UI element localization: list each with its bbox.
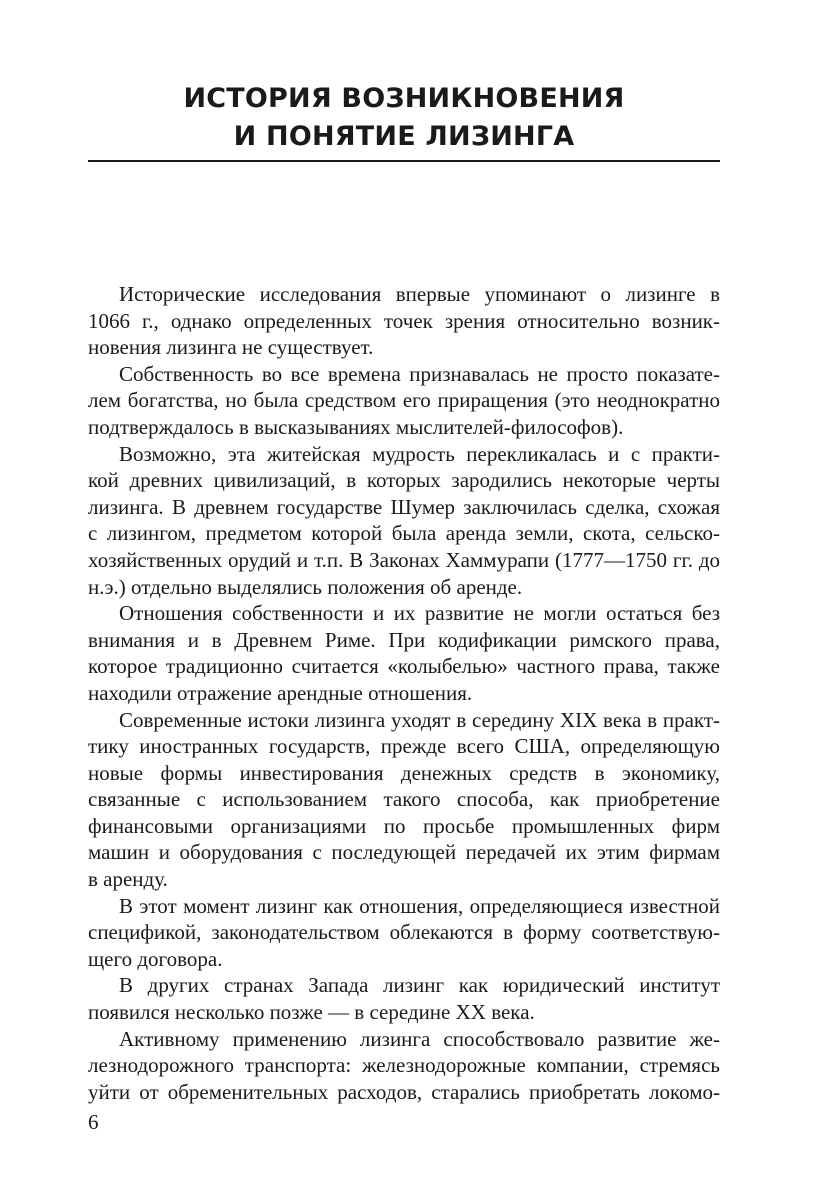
text-line: н.э.) отдельно выделялись положения об аренде. [88, 574, 523, 599]
title-underline-divider [88, 160, 720, 162]
text-line: спецификой, законодательством облекаются в форму соответствую- [88, 920, 720, 945]
paragraph-6 [88, 893, 720, 973]
text-line: машин и оборудования с последующей передачей их этим фирмам [88, 840, 720, 865]
text-line: появился несколько позже — в середине XX века. [88, 1000, 535, 1025]
text-line: тику иностранных государств, прежде всего США, определяющую [88, 734, 720, 759]
text-line: лезнодорожного транспорта: железнодорожные компании, стремясь [88, 1053, 720, 1078]
chapter-title-line-1: ИСТОРИЯ ВОЗНИКНОВЕНИЯ [183, 83, 625, 114]
chapter-title-line-2: И ПОНЯТИЕ ЛИЗИНГА [233, 121, 575, 152]
text-line: Исторические исследования впервые упоминают о лизинге в [119, 282, 720, 306]
text-line: связанные с использованием такого способа, как приобретение [88, 787, 720, 812]
paragraph-8 [88, 1026, 720, 1106]
text-line: в аренду. [88, 867, 168, 892]
text-line: хозяйственных орудий и т.п. В Законах Хаммурапи (1777—1750 гг. до [88, 547, 720, 572]
paragraph-7 [88, 972, 720, 1025]
text-line: внимания и в Древнем Риме. При кодификации римского права, [88, 627, 720, 652]
text-line: Современные истоки лизинга уходят в середину XIX века в практ- [119, 707, 720, 732]
text-line: которое традиционно считается «колыбелью» частного права, также [88, 654, 720, 679]
text-line: лизинга. В древнем государстве Шумер заключилась сделка, схожая [88, 494, 720, 519]
paragraph-2 [88, 361, 720, 441]
text-line: находили отражение арендные отношения. [88, 680, 473, 705]
paragraph-3 [88, 441, 720, 601]
text-line: В этот момент лизинг как отношения, определяющиеся известной [119, 893, 720, 918]
text-line: кой древних цивилизаций, в которых зародились некоторые черты [88, 468, 720, 493]
text-line: с лизингом, предметом которой была аренда земли, скота, сельско- [88, 521, 720, 546]
text-line: уйти от обременительных расходов, старались приобретать локомо- [88, 1079, 720, 1104]
chapter-title [88, 80, 720, 156]
text-line: новые формы инвестирования денежных средств в экономику, [88, 760, 720, 785]
page-number: 6 [88, 1110, 99, 1134]
body-text [88, 281, 720, 1105]
text-line: В других странах Запада лизинг как юридический институт [119, 973, 720, 998]
paragraph-1 [88, 281, 720, 361]
text-line: Отношения собственности и их развитие не могли остаться без [119, 601, 720, 626]
text-line: 1066 г., однако определенных точек зрения относительно возник- [88, 308, 720, 333]
text-line: щего договора. [88, 946, 223, 971]
text-line: подтверждалось в высказываниях мыслителей-философов). [88, 414, 624, 439]
paragraph-4 [88, 600, 720, 706]
text-line: Возможно, эта житейская мудрость перекликалась и с практи- [119, 441, 720, 466]
text-line: лем богатства, но была средством его приращения (это неоднократно [88, 388, 720, 413]
text-line: Собственность во все времена признавалась не просто показате- [119, 361, 720, 386]
text-line: финансовыми организациями по просьбе промышленных фирм [88, 813, 720, 838]
text-line: Активному применению лизинга способствовало развитие же- [119, 1026, 720, 1051]
paragraph-5 [88, 707, 720, 893]
text-line: новения лизинга не существует. [88, 335, 374, 360]
